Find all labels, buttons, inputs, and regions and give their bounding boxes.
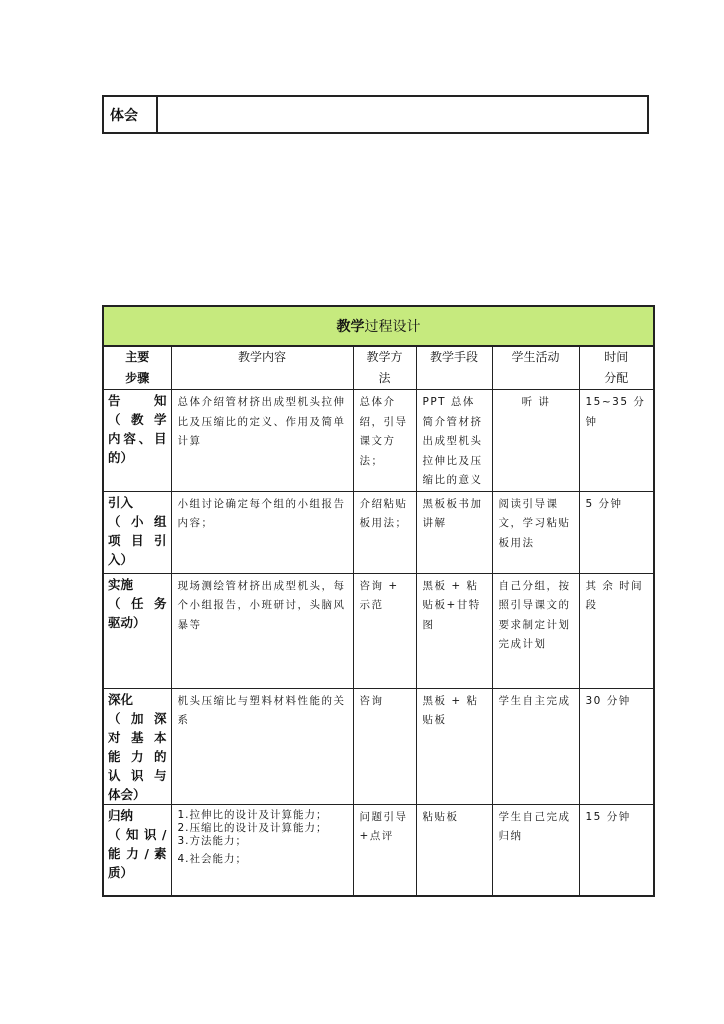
header-method-line: 教学方 xyxy=(366,350,403,364)
table-title-rest: 过程设计 xyxy=(364,319,421,335)
reflection-label: 体会 xyxy=(103,96,157,133)
step-line: 深化 xyxy=(108,691,134,707)
activity-cell: 学生自己完成归纳 xyxy=(492,804,579,896)
step-line: 质） xyxy=(108,864,134,880)
step-line: （ 加 深 xyxy=(108,710,167,726)
step-line: 驱动） xyxy=(108,614,146,630)
step-line: 能 力 的 xyxy=(108,748,167,764)
step-line: 归纳 xyxy=(108,807,134,823)
step-cell xyxy=(103,390,171,492)
activity-cell: 学生自主完成 xyxy=(492,688,579,804)
reflection-content xyxy=(157,96,648,133)
step-cell xyxy=(103,804,171,896)
header-step xyxy=(103,346,171,390)
header-row xyxy=(103,346,654,390)
activity-cell: 听 讲 xyxy=(492,390,579,492)
step-line: 能 力 / 素 xyxy=(108,845,167,861)
step-line: 认 识 与 xyxy=(108,767,167,783)
method-cell: 介绍粘贴板用法； xyxy=(353,491,416,573)
content-cell: 小组讨论确定每个组的小组报告内容； xyxy=(171,491,353,573)
table-title xyxy=(103,306,654,346)
method-cell: 问题引导+点评 xyxy=(353,804,416,896)
step-line: （ 小 组 xyxy=(108,513,167,529)
table-row xyxy=(103,804,654,896)
header-step-line: 步骤 xyxy=(125,371,150,385)
header-method-line: 法 xyxy=(378,371,391,385)
header-activity: 学生活动 xyxy=(492,346,579,390)
step-line: 引入 xyxy=(108,494,134,510)
content-cell: 现场测绘管材挤出成型机头，每个小组报告，小班研讨，头脑风暴等 xyxy=(171,573,353,688)
step-line: 内容、目 xyxy=(108,431,167,446)
table-row xyxy=(103,390,654,492)
table-title-bold: 教学 xyxy=(336,319,365,335)
step-cell xyxy=(103,573,171,688)
table-row xyxy=(103,573,654,688)
header-method xyxy=(353,346,416,390)
time-cell: 30 分钟 xyxy=(579,688,654,804)
step-line: 对 基 本 xyxy=(108,729,167,745)
header-time xyxy=(579,346,654,390)
header-content: 教学内容 xyxy=(171,346,353,390)
step-line: （ 教 学 xyxy=(108,412,167,427)
table-row xyxy=(103,491,654,573)
content-line: 2.压缩比的设计及计算能力； xyxy=(177,821,328,834)
method-cell: 总体介绍，引导课文方法； xyxy=(353,390,416,492)
content-cell: 机头压缩比与塑料材料性能的关系 xyxy=(171,688,353,804)
means-cell: PPT 总体简介管材挤出成型机头拉伸比及压缩比的意义 xyxy=(416,390,492,492)
step-line: （ 知 识 / xyxy=(108,826,167,842)
table-row xyxy=(103,688,654,804)
time-cell: 15~35 分钟 xyxy=(579,390,654,492)
step-cell xyxy=(103,688,171,804)
step-line: 实施 xyxy=(108,576,134,592)
method-cell: 咨询 xyxy=(353,688,416,804)
step-line: （ 任 务 xyxy=(108,595,167,611)
means-cell: 黑板 + 粘贴板 xyxy=(416,688,492,804)
content-cell: 总体介绍管材挤出成型机头拉伸比及压缩比的定义、作用及简单计算 xyxy=(171,390,353,492)
step-cell xyxy=(103,491,171,573)
content-line: 4.社会能力； xyxy=(177,852,248,865)
header-step-line: 主要 xyxy=(125,350,150,364)
header-means: 教学手段 xyxy=(416,346,492,390)
step-line: 的） xyxy=(108,450,134,465)
time-cell: 15 分钟 xyxy=(579,804,654,896)
step-line: 告知 xyxy=(108,393,167,408)
content-line: 3.方法能力； xyxy=(177,834,248,847)
header-time-line: 时间 xyxy=(604,350,629,364)
step-line: 项 目 引 xyxy=(108,532,167,548)
teaching-process-table xyxy=(102,305,655,897)
method-cell: 咨询 + 示范 xyxy=(353,573,416,688)
activity-cell: 自己分组，按照引导课文的要求制定计划完成计划 xyxy=(492,573,579,688)
content-line: 1.拉伸比的设计及计算能力； xyxy=(177,808,328,821)
activity-cell: 阅读引导课文，学习粘贴板用法 xyxy=(492,491,579,573)
step-line: 体会） xyxy=(108,786,146,802)
time-cell: 其 余 时间段 xyxy=(579,573,654,688)
reflection-table xyxy=(102,95,649,134)
time-cell: 5 分钟 xyxy=(579,491,654,573)
means-cell: 黑板 + 粘贴板+甘特图 xyxy=(416,573,492,688)
header-time-line: 分配 xyxy=(604,371,629,385)
content-cell xyxy=(171,804,353,896)
means-cell: 粘贴板 xyxy=(416,804,492,896)
step-line: 入） xyxy=(108,551,134,567)
means-cell: 黑板板书加讲解 xyxy=(416,491,492,573)
